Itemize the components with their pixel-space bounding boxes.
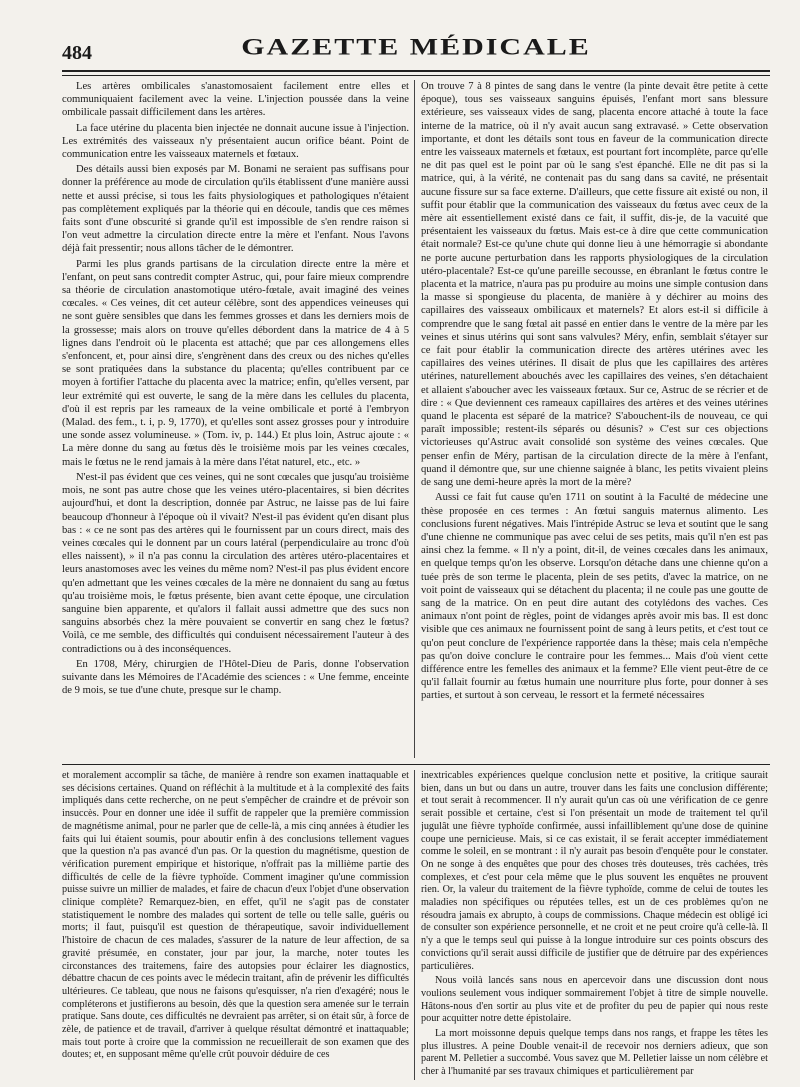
paragraph: La mort moissonne depuis quelque temps dans nos rangs, et frappe les têtes les plus illustres. A peine Double venait-il de recevoir nos derniers adieux, que son parent M. Pelletier a succombé. Vous savez que M. Pelletier laisse un nom célèbre et cher à l'humanité par ses travaux chimiques et particulièrement par [421, 1028, 768, 1078]
header-rule [62, 70, 770, 76]
column-divider-bottom [414, 770, 415, 1080]
page-number: 484 [62, 42, 92, 64]
paragraph: N'est-il pas évident que ces veines, qui ne sont cœcales que jusqu'au troisième mois, ne sont pas autre chose que les veines utéro-placentaires, si bien décrites aujourd'hui, et dont la description, donnée par Astruc, ne laisse pas de lui faire beaucoup d'honneur à l'époque où il vivait? N'est-il pas évident qu'en disant plus bas : « ce ne sont pas des artères qui le fournissent par un cours direct, mais des veines cœcales qui le donnent par un cours latéral (perpendiculaire au tronc d'où elles naissent), » il n'a pas connu la circulation des artères utéro-placentaires et leurs anastomoses avec les veines du même nom? N'est-il pas plus évident encore qu'en admettant que les veines cœcales de la mère ne donnaient du sang au fœtus qu'au troisième mois, le fœtus présente, bien avant cette époque, une circulation sanguine bien apparente, et qu'alors il fallait aussi admettre que des sucs non sanguins absorbés chez la mère pouvaient se convertir en sang chez le fœtus? Voilà, ce me semble, des difficultés qui conduisent nécessairement l'auteur à des contradictions ou à des inconséquences. [62, 471, 409, 655]
paragraph: inextricables expériences quelque conclusion nette et positive, la critique saurait bien, dans un but ou dans un autre, trouver dans les faits une conclusion différente; et tout serait à recommencer. Il n'y aurait qu'un cas où une vérification de ce genre serait possible et certaine, c'est si l'on présentait un mode de traitement tel qu'il jugulât une fièvre typhoïde confirmée, aussi infailliblement qu'une dose de quinine coupe une pernicieuse. Mais, si ce cas existait, il se ferait accepter immédiatement comme le soleil, en se montrant : il n'y aurait pas besoin d'enquête pour le constater. On ne songe à des enquêtes que pour des choses très douteuses, très cachées, très complexes, et c'est pour cela même que le plus souvent les enquêtes ne prouvent rien. Or, la valeur du traitement de la fièvre typhoïde, comme de celui de toutes les maladies non spécifiques ou réputées telles, est un de ces problèmes qu'on ne résoudra jamais ex abrupto, à coups de commissions. Chaque médecin est obligé ici de consulter son expérience personnelle, et ne croit et ne peut croire qu'à celle-là. Il n'y a que le temps seul qui puisse à la longue introduire sur ces points obscurs des convictions qu'il serait aussi difficile de justifier que de détruire par des expériences particulières. [421, 770, 768, 972]
paragraph: La face utérine du placenta bien injectée ne donnait aucune issue à l'injection. Les extrémités des vaisseaux n'y présentaient aucun orifice béant. Point de communication entre les vaisseaux maternels et fœtaux. [62, 122, 409, 161]
page-header [62, 22, 770, 66]
paragraph: Des détails aussi bien exposés par M. Bonami ne seraient pas suffisans pour donner la préférence au mode de circulation qu'ils établissent d'une manière aussi nette et aussi précise, si tous les faits physiologiques et pathologiques n'étaient pas complètement expliqués par la théorie qui en découle, tandis que ces mêmes faits sont d'une obscurité si grande qu'il est impossible de s'en rendre raison si l'on veut admettre la circulation directe entre la mère et l'enfant. Nous l'avons déjà fait pressentir; nous allons tâcher de le démontrer. [62, 164, 409, 255]
paragraph: Parmi les plus grands partisans de la circulation directe entre la mère et l'enfant, on peut sans contredit compter Astruc, qui, pour faire mieux comprendre sa théorie de circulation anastomotique utéro-fœtale, avait imaginé des veines cœcales. « Ces veines, dit cet auteur célèbre, sont des appendices veineuses qui ne sont guère sensibles que dans les femmes grosses et dans les derniers mois de la grossesse; mais alors on trouve qu'elles débordent dans la matrice de 4 à 5 lignes dans l'endroit où le placenta est attaché; que par ces allongemens elles s'enfoncent, et, pour ainsi dire, s'engrènent dans des creux ou des niches qu'elles se sont pratiquées dans la substance du placenta; qu'elles contribuent par ce moyen à fortifier l'attache du placenta avec la matrice; enfin, qu'elles versent, par leur extrémité qui est ouverte, le sang de la mère dans les cellules du placenta, d'où il est repris par les rameaux de la veine ombilicale et porté à l'embryon (Malad. des fem., t. i, p. 9, 1770), et qu'elles sont assez grosses pour y introduire une sonde assez volumineuse. » (Tom. iv, p. 144.) Et plus loin, Astruc ajoute : « La mère donne du sang au fœtus dès le troisième mois par les veines cœcales, mais le fœtus ne le rend jamais à la mère dans l'état naturel, etc., etc. » [62, 258, 409, 468]
bottom-right-column [421, 770, 768, 1082]
paragraph: Aussi ce fait fut cause qu'en 1711 on soutint à la Faculté de médecine une thèse proposée en ces termes : An fœtui sanguis maternus alimento. Les conclusions furent négatives. Mais l'intrépide Astruc se leva et soutint que le sang d'une chienne ne communique pas avec celui de ses petits, mais qu'il n'en est pas ainsi chez la femme. « Il n'y a point, dit-il, de veines cœcales dans les animaux, en quelque temps qu'on les observe. Lorsqu'on détache dans une chienne qu'on a tuée près de son terme le placenta, plein de ses petits, d'avec la matrice, on ne voit point de vaisseaux qui se détachent du placenta; il ne coule pas une goutte de sang de la matrice. On en peut dire autant des cotylédons des vaches. Ces animaux n'ont point de règles, point de vidanges après avoir mis bas. Il est donc visible que ces animaux ne fournissent point de sang à leurs petits, et c'est tout ce qu'on peut conclure de l'expérience rapportée dans la thèse; mais cela n'empêche pas qu'on doive conclure le contraire pour les femmes... Mais d'où vient cette différence entre les femelles des animaux et la femme? Elle vient peut-être de ce qu'il fallait fournir au fœtus humain une nourriture plus forte, pour donner à ses parties, et surtout à son cerveau, le ressort et la fermeté nécessaires [421, 492, 768, 702]
paragraph: En 1708, Méry, chirurgien de l'Hôtel-Dieu de Paris, donne l'observation suivante dans les Mémoires de l'Académie des sciences : « Une femme, enceinte de 9 mois, se tue d'une chute, presque sur le champ. [62, 658, 409, 697]
column-divider [414, 80, 415, 758]
journal-title: GAZETTE MÉDICALE [241, 34, 591, 60]
paragraph: et moralement accomplir sa tâche, de manière à rendre son examen inattaquable et ses décisions certaines. Quand on réfléchit à la multitude et à la complexité des faits impliqués dans cette recherche, on ne peut s'empêcher de craindre et de prévoir son insuccès. Pour en donner une idée il suffit de rappeler que la première commission de magnétisme animal, pour ne parler que de celle-là, a mis cinq années à étudier les faits qui lui étaient soumis, pour aboutir enfin à des conclusions tellement vagues que la question n'a pas avancé d'un pas. Or la question du magnétisme, question de vérification purement empirique et historique, n'offrait pas la millième partie des difficultés de celle de la fièvre typhoïde. Comment imaginer qu'une commission puisse suivre un millier de malades, et faire de chacun d'eux l'objet d'une observation clinique complète? Remarquez-bien, en effet, qu'il ne s'agit pas de constater statistiquement le nombre des malades qui sortent de telle ou telle salle, guéris ou morts; il faut, puisqu'il est question de thérapeutique, savoir individuellement l'histoire de chacun de ces malades, s'assurer de la nature de leur affection, de sa gravité présumée, en constater, jour par jour, la marche, noter toutes les circonstances des traitemens, faire des autopsies pour éclairer les diagnostics, débattre chacun de ces points avec le médecin traitant, afin de prévenir les difficultés ultérieures. Ce tableau, que nous ne faisons qu'esquisser, n'a rien d'exagéré; nous le compléterons et justifierons au besoin, dès que la question sera amenée sur le terrain pratique. Sans doute, ces difficultés ne devraient pas arrêter, si on était sûr, à force de zèle, de patience et de travail, d'arriver à quelque résultat démontré et inattaquable; mais tout porte à croire que la commission ne recueillerait de son examen que des doutes; et, en supposant même qu'elle crût pouvoir déduire de ces [62, 770, 409, 1061]
paragraph: Les artères ombilicales s'anastomosaient facilement entre elles et communiquaient facilement avec la veine. L'injection poussée dans la veine ombilicale passait difficilement dans les artères. [62, 81, 409, 119]
left-column [62, 80, 409, 758]
bottom-left-column [62, 770, 409, 1082]
paragraph: Nous voilà lancés sans nous en apercevoir dans une discussion dont nous voulions seulement vous indiquer sommairement l'objet à titre de simple nouvelle. Hâtons-nous d'en sortir au plus vite et de profiter du peu de papier qui nous reste pour acquitter notre dette épistolaire. [421, 975, 768, 1025]
paragraph: On trouve 7 à 8 pintes de sang dans le ventre (la pinte devait être petite à cette époque), tous ses vaisseaux sanguins épuisés, l'enfant mort sans blessure extérieure, ses vaisseaux vides de sang, placenta encore attaché à toute la face interne de la matrice, où il n'y avait aucun sang extravasé. » Cette observation importante, et dont les détails sont tous en faveur de la communication directe entre les vaisseaux maternels et fœtaux, est pourtant fort incomplète, parce qu'elle ne dit pas quel est le point par où le sang s'est épanché. Elle ne dit pas si la matrice, qui, à la vérité, ne contenait pas du sang dans sa cavité, ne présentait aucune fissure sur sa face externe. D'ailleurs, que cette fissure ait existé ou non, il suffit pour établir que la communication des vaisseaux du fœtus avec ceux de la mère ait essentiellement existé dans ce fait, il suffit, dis-je, de la vacuité que présentaient les vaisseaux du fœtus. Mais est-ce à dire que cette communication était normale? Est-ce qu'une chute qui donne lieu à une hémorragie si abondante ne porte aucune perturbation dans les rapports physiologiques de la circulation utéro-placentale? Est-ce qu'une pareille secousse, en ébranlant le fœtus contre le placenta et la matrice, n'aura pas pu produire au moins une simple contusion dans la masse si spongieuse du placenta, de manière à y déchirer au moins des capillaires des vaisseaux ombilicaux et maternels? Et alors est-il si difficile à comprendre que le sang fœtal ait passé en entier dans le ventre de la mère par les veines et sinus utérins qui sont sans valvules? Méry, enfin, semblait s'étayer sur ce fait pour établir la communication directe des artères utérines avec les capillaires des veines utérines. Il disait de plus que les capillaires des artères utérines, naturellement abouchés avec les capillaires des veines, s'en détachaient et allaient s'aboucher avec les vaisseaux fœtaux. Sur ce, Astruc de se récrier et de dire : « Que deviennent ces rameaux capillaires des artères et des veines utérines quand le placenta est séparé de la matrice? S'abouchent-ils de nouveau, ce qui paraît impossible; restent-ils séparés ou désunis? » C'est sur ces objections victorieuses qu'Astruc avait consolidé son système des veines cœcales. Que penser enfin de Méry, partisan de la circulation directe de la mère à l'enfant, quand il démontre que, sur une chienne saignée à blanc, les petits vivaient pleins de sang une demi-heure après la mort de la mère? [421, 81, 768, 489]
section-rule [62, 764, 770, 765]
right-column [421, 80, 768, 758]
